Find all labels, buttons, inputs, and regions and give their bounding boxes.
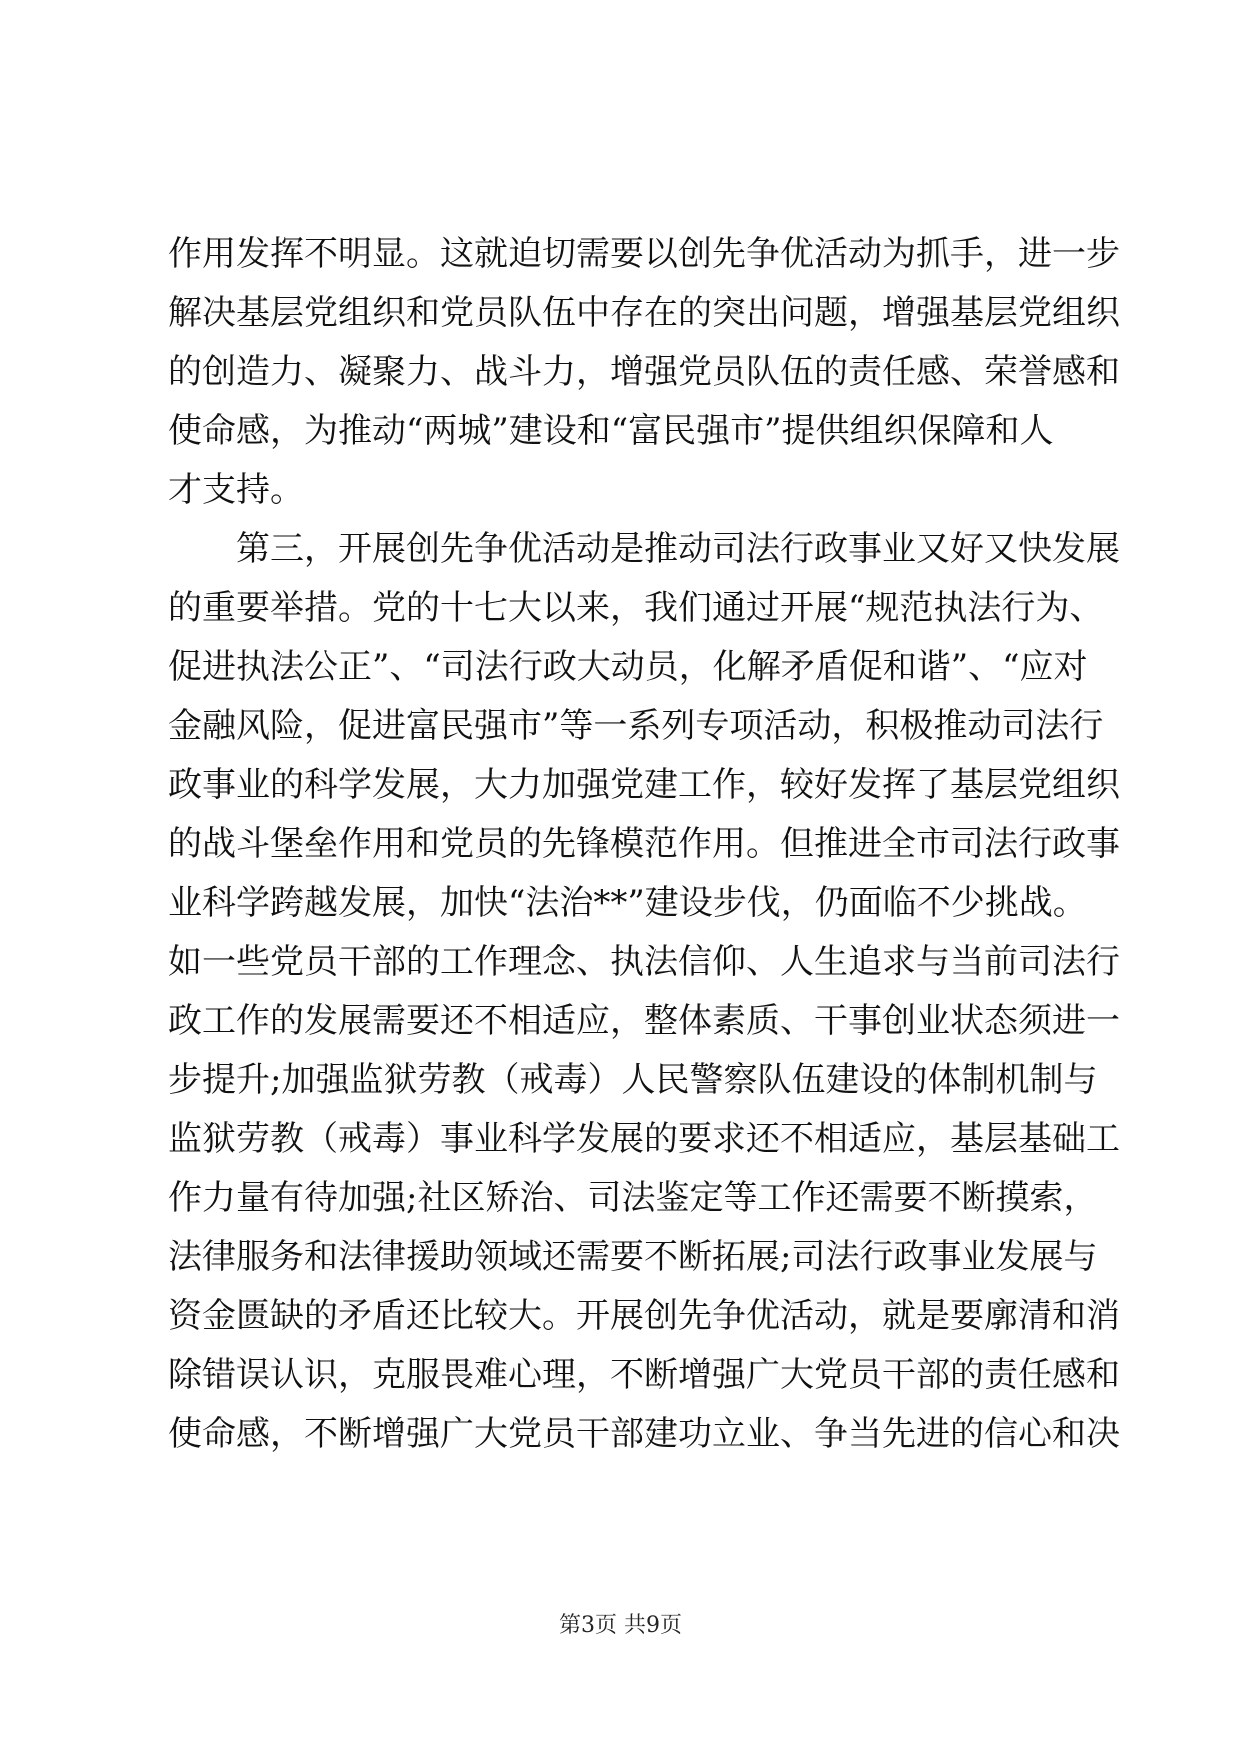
text-line-13: 如一些党员干部的工作理念、执法信仰、人生追求与当前司法行 xyxy=(168,942,1120,982)
text-line-14: 政工作的发展需要还不相适应，整体素质、干事创业状态须进一 xyxy=(168,1001,1120,1041)
text-line-4: 使命感，为推动“两城”建设和“富民强市”提供组织保障和人 xyxy=(168,411,1054,451)
text-line-20: 除错误认识，克服畏难心理，不断增强广大党员干部的责任感和 xyxy=(168,1355,1120,1395)
text-line-5: 才支持。 xyxy=(168,470,304,510)
text-line-10: 政事业的科学发展，大力加强党建工作，较好发挥了基层党组织 xyxy=(168,765,1120,805)
text-line-2: 解决基层党组织和党员队伍中存在的突出问题，增强基层党组织 xyxy=(168,293,1120,333)
text-line-15: 步提升;加强监狱劳教（戒毒）人民警察队伍建设的体制机制与 xyxy=(168,1060,1098,1100)
page-number-label: 第3页 共9页 xyxy=(559,1613,682,1638)
text-line-1: 作用发挥不明显。这就迫切需要以创先争优活动为抓手，进一步 xyxy=(168,234,1120,274)
text-line-8: 促进执法公正”、“司法行政大动员，化解矛盾促和谐”、“应对 xyxy=(168,647,1088,687)
text-line-21: 使命感，不断增强广大党员干部建功立业、争当先进的信心和决 xyxy=(168,1414,1120,1454)
text-line-16: 监狱劳教（戒毒）事业科学发展的要求还不相适应，基层基础工 xyxy=(168,1119,1120,1159)
body-text xyxy=(168,225,1120,1464)
text-line-19: 资金匮缺的矛盾还比较大。开展创先争优活动，就是要廓清和消 xyxy=(168,1296,1120,1336)
text-line-12: 业科学跨越发展，加快“法治**”建设步伐，仍面临不少挑战。 xyxy=(168,883,1087,923)
text-line-11: 的战斗堡垒作用和党员的先锋模范作用。但推进全市司法行政事 xyxy=(168,824,1120,864)
text-line-18: 法律服务和法律援助领域还需要不断拓展;司法行政事业发展与 xyxy=(168,1237,1098,1277)
text-line-17: 作力量有待加强;社区矫治、司法鉴定等工作还需要不断摸索， xyxy=(168,1178,1098,1218)
paragraph-start-line: 第三，开展创先争优活动是推动司法行政事业又好又快发展 xyxy=(236,529,1120,569)
text-line-7: 的重要举措。党的十七大以来，我们通过开展“规范执法行为、 xyxy=(168,588,1104,628)
text-line-9: 金融风险，促进富民强市”等一系列专项活动，积极推动司法行 xyxy=(168,706,1104,746)
text-line-3: 的创造力、凝聚力、战斗力，增强党员队伍的责任感、荣誉感和 xyxy=(168,352,1120,392)
page-footer xyxy=(0,1608,1241,1639)
